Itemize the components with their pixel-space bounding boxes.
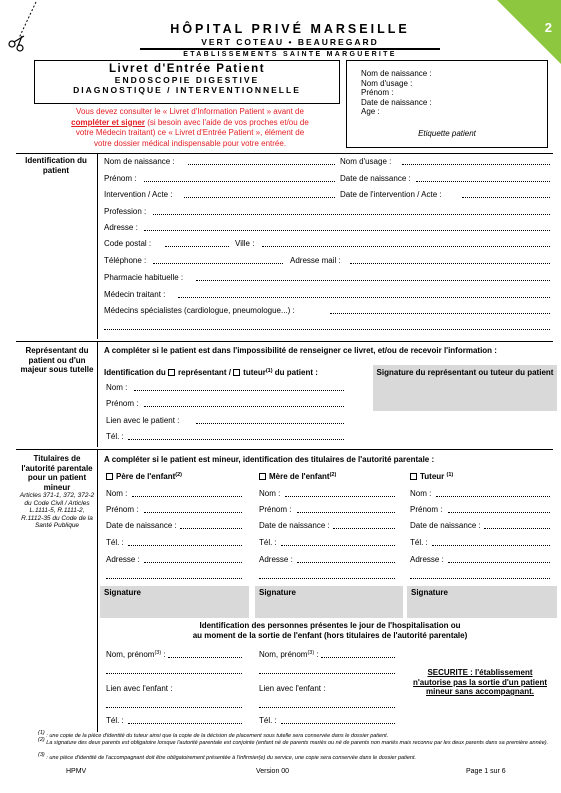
field-pharmacie[interactable]	[196, 273, 550, 281]
label-rep-nom: Nom :	[106, 383, 128, 392]
label-pp2-nom: Nom, prénom$^{(3)}$ :	[259, 650, 319, 659]
label-mere-nom: Nom :	[259, 489, 281, 498]
patbox-age: Age :	[361, 107, 380, 116]
field-pp1-nom-2[interactable]	[106, 666, 242, 674]
note-sup-3: (3)	[38, 752, 45, 758]
field-pere-prenom[interactable]	[144, 505, 242, 513]
warning-p4: votre Médecin traitant) ce « Livret d'Entrée Patient », élément de	[75, 128, 305, 137]
field-date-naissance[interactable]	[416, 174, 550, 182]
warning-p1: Vous devez consulter le « Livret d'Information Patient » avant de	[76, 107, 304, 116]
securite-notice: SECURITE : l'établissement n'autorise pas la sortie d'un patient mineur sans accompagnant.	[412, 668, 548, 696]
field-pp2-lien[interactable]	[259, 700, 395, 708]
field-rep-prenom[interactable]	[144, 399, 344, 407]
label-prenom: Prénom :	[104, 174, 137, 183]
label-tuteur-tel: Tél. :	[410, 538, 428, 547]
col-mere-header	[259, 472, 336, 481]
checkbox-mere[interactable]	[259, 473, 266, 480]
label-nom-naissance: Nom de naissance :	[104, 157, 175, 166]
section-title-representant: Représentant du patient ou d'un majeur sous tutelle	[20, 346, 94, 374]
footer-left: HPMV	[66, 768, 87, 775]
patient-label-box[interactable]	[346, 60, 548, 148]
label-tuteur-adresse: Adresse :	[410, 555, 444, 564]
section-title-titulaires	[18, 454, 96, 530]
checkbox-tuteur-parental[interactable]	[410, 473, 417, 480]
footnote-3: (3) : une pièce d'identité de l'accompagnant doit être obligatoirement présentée à l'infirmier(e) du service, une copie sera conservée dans le dossier patient.	[38, 752, 416, 761]
label-tuteur-prenom: Prénom :	[410, 505, 443, 514]
ident-rep: représentant /	[178, 368, 231, 377]
field-medecins-specialistes-2[interactable]	[104, 322, 550, 330]
footer-right: Page 1 sur 6	[466, 768, 506, 775]
sup-2b: (2)	[329, 472, 337, 478]
field-pp1-lien[interactable]	[106, 700, 242, 708]
field-tuteur-nom[interactable]	[436, 489, 550, 497]
field-prenom[interactable]	[144, 174, 335, 182]
signature-representant-box[interactable]	[373, 365, 557, 411]
label-mere-adresse: Adresse :	[259, 555, 293, 564]
label-rep-tel: Tél. :	[106, 432, 124, 441]
vdivider-representant	[97, 341, 98, 447]
label-nom-usage: Nom d'usage :	[340, 157, 392, 166]
warning-p2: compléter et signer	[71, 117, 145, 127]
label-rep-lien: Lien avec le patient :	[106, 416, 180, 425]
label-pp1-lien: Lien avec l'enfant :	[106, 684, 173, 693]
field-telephone[interactable]	[153, 256, 283, 264]
warning-text	[40, 107, 340, 149]
field-rep-tel[interactable]	[128, 432, 344, 440]
note-1-text: une copie de la pièce d'identité du tuteur ainsi que la copie de la décision de placement sous tutelle sera conservée dans le dossier patient.	[49, 733, 389, 739]
sup-3a: (3)	[154, 650, 162, 656]
personnes-presentes-title	[120, 621, 540, 640]
titulaires-title: Titulaires de l'autorité parentale pour un patient mineur	[21, 454, 93, 492]
label-date-naissance: Date de naissance :	[340, 174, 411, 183]
patbox-etiquette: Etiquette patient	[418, 129, 476, 138]
label-pere-prenom: Prénom :	[106, 505, 139, 514]
hospital-sub: VERT COTEAU • BEAUREGARD	[201, 37, 379, 47]
scissors-icon	[0, 0, 40, 60]
label-pere-tel: Tél. :	[106, 538, 124, 547]
label-adresse: Adresse :	[104, 223, 138, 232]
field-profession[interactable]	[153, 207, 550, 215]
note-sup-2: (2)	[38, 737, 45, 743]
field-rep-nom[interactable]	[134, 383, 344, 391]
hospital-name: HÔPITAL PRIVÉ MARSEILLE	[170, 22, 410, 36]
pp2-nom-text: Nom, prénom	[259, 650, 308, 659]
field-pere-adresse-2[interactable]	[106, 571, 242, 579]
hospital-etab: ETABLISSEMENTS SAINTE MARGUERITE	[140, 48, 440, 58]
pp-title1: Identification des personnes présentes le jour de l'hospitalisation ou	[199, 621, 461, 630]
ident-pre: Identification du	[104, 368, 166, 377]
mere-label: Mère de l'enfant	[269, 472, 330, 481]
footnote-1: (1) : une copie de la pièce d'identité du tuteur ainsi que la copie de la décision de placement sous tutelle sera conservée dans le dossier patient.	[38, 730, 389, 739]
checkbox-tuteur[interactable]	[233, 369, 240, 376]
label-pharmacie: Pharmacie habituelle :	[104, 273, 184, 282]
signature-tuteur-label: Signature	[411, 588, 448, 597]
label-pere-nom: Nom :	[106, 489, 128, 498]
col-pere-header	[106, 472, 182, 481]
title-line2: ENDOSCOPIE DIGESTIVE	[114, 75, 260, 85]
field-pere-adresse[interactable]	[144, 555, 242, 563]
label-tuteur-date: Date de naissance :	[410, 521, 481, 530]
sup-1b: (1)	[446, 472, 454, 478]
title-box	[34, 60, 340, 104]
field-pere-nom[interactable]	[132, 489, 242, 497]
hospital-header	[140, 22, 440, 58]
label-rep-prenom: Prénom :	[106, 399, 139, 408]
field-pp1-tel[interactable]	[128, 716, 242, 724]
label-pere-date: Date de naissance :	[106, 521, 177, 530]
field-pp2-nom[interactable]	[321, 650, 395, 658]
field-mere-date[interactable]	[333, 521, 395, 529]
label-code-postal: Code postal :	[104, 239, 152, 248]
note-3-text: une pièce d'identité de l'accompagnant doit être obligatoirement présentée à l'infirmier(e) du service, une copie sera conservée dans le dossier patient.	[49, 755, 416, 761]
vdivider-identification	[97, 153, 98, 339]
label-mere-tel: Tél. :	[259, 538, 277, 547]
label-pp2-tel: Tél. :	[259, 716, 277, 725]
field-pp1-nom[interactable]	[168, 650, 242, 658]
signature-pere-label: Signature	[104, 588, 141, 597]
field-mere-prenom[interactable]	[297, 505, 395, 513]
sup-3b: (3)	[307, 650, 315, 656]
field-adresse[interactable]	[144, 223, 550, 231]
sup-2a: (2)	[175, 472, 182, 478]
field-adresse-mail[interactable]	[350, 256, 550, 264]
field-pere-date[interactable]	[180, 521, 242, 529]
signature-representant-label: Signature du représentant ou tuteur du patient	[376, 368, 554, 377]
field-code-postal[interactable]	[165, 239, 229, 247]
patbox-nom-naissance: Nom de naissance :	[361, 69, 432, 78]
patbox-prenom: Prénom :	[361, 88, 394, 97]
label-adresse-mail: Adresse mail :	[290, 256, 341, 265]
note-sup-1: (1)	[38, 730, 45, 736]
patbox-nom-usage: Nom d'usage :	[361, 78, 413, 88]
field-ville[interactable]	[262, 239, 550, 247]
pere-label: Père de l'enfant	[116, 472, 176, 481]
ident-tut: tuteur	[243, 368, 266, 377]
field-medecins-specialistes[interactable]	[330, 306, 550, 314]
footer-center: Version 00	[256, 768, 290, 775]
pp1-nom-text: Nom, prénom	[106, 650, 155, 659]
label-pp2-lien: Lien avec l'enfant :	[259, 684, 326, 693]
representant-intro: A compléter si le patient est dans l'impossibilité de renseigner ce livret, et/ou de recevoir l'information :	[104, 346, 497, 355]
field-rep-lien[interactable]	[196, 416, 344, 424]
field-pere-tel[interactable]	[128, 538, 242, 546]
field-tuteur-tel[interactable]	[432, 538, 550, 546]
label-date-intervention: Date de l'intervention / Acte :	[340, 190, 442, 199]
tuteur-label: Tuteur	[420, 472, 445, 481]
patbox-date-naissance: Date de naissance :	[361, 97, 432, 107]
field-mere-tel[interactable]	[281, 538, 395, 546]
section-title-identification: Identification du patient	[25, 156, 87, 175]
label-tuteur-nom: Nom :	[410, 489, 432, 498]
label-intervention: Intervention / Acte :	[104, 190, 173, 199]
field-nom-naissance[interactable]	[188, 157, 335, 165]
label-pere-adresse: Adresse :	[106, 555, 140, 564]
label-medecin-traitant: Médecin traitant :	[104, 290, 166, 299]
title-line1: Livret d'Entrée Patient	[108, 63, 266, 75]
field-intervention[interactable]	[184, 190, 335, 198]
title-line3: DIAGNOSTIQUE / INTERVENTIONNELLE	[73, 85, 301, 95]
signature-pere-box[interactable]	[100, 586, 249, 618]
field-mere-nom[interactable]	[285, 489, 395, 497]
field-tuteur-prenom[interactable]	[448, 505, 550, 513]
representant-ident-line	[104, 368, 318, 377]
field-tuteur-date[interactable]	[484, 521, 550, 529]
field-medecin-traitant[interactable]	[178, 290, 550, 298]
field-mere-adresse[interactable]	[297, 555, 395, 563]
label-telephone: Téléphone :	[104, 256, 147, 265]
titulaires-refs: Articles 371-1, 372, 372-2 du Code Civil / Articles L.1111-5, R.1111-2, R.1112-35 du Code de la Santé Publique	[19, 492, 95, 529]
vdivider-titulaires	[97, 449, 98, 732]
field-nom-usage[interactable]	[402, 157, 550, 165]
label-pp1-nom: Nom, prénom$^{(3)}$ :	[106, 650, 166, 659]
signature-mere-label: Signature	[259, 588, 296, 597]
pp-title2: au moment de la sortie de l'enfant (hors titulaires de l'autorité parentale)	[192, 630, 468, 640]
field-pp2-tel[interactable]	[281, 716, 395, 724]
footnote-2	[38, 737, 550, 747]
checkbox-representant[interactable]	[168, 369, 175, 376]
field-date-intervention[interactable]	[462, 190, 550, 198]
field-tuteur-adresse-2[interactable]	[410, 571, 550, 579]
ident-post: du patient :	[274, 368, 318, 377]
col-tuteur-header	[410, 472, 453, 481]
titulaires-intro: A compléter si le patient est mineur, identification des titulaires de l'autorité parentale :	[104, 455, 435, 464]
label-ville: Ville :	[235, 239, 255, 248]
warning-p5: votre dossier médical indispensable pour votre entrée.	[93, 138, 287, 148]
field-tuteur-adresse[interactable]	[448, 555, 550, 563]
label-medecins-specialistes: Médecins spécialistes (cardiologue, pneumologue...) :	[104, 306, 295, 315]
label-profession: Profession :	[104, 207, 147, 216]
label-mere-date: Date de naissance :	[259, 521, 330, 530]
label-pp1-tel: Tél. :	[106, 716, 124, 725]
note-2-text: La signature des deux parents est obligatoire lorsque l'autorité parentale est conjointe (enfant né de parents mariés ou né de parents non mariés mais reconnu par les deux parents dans sa première année).	[46, 740, 549, 746]
signature-mere-box[interactable]	[255, 586, 403, 618]
field-pp2-nom-2[interactable]	[259, 666, 395, 674]
page-tab-number: 2	[544, 20, 552, 35]
signature-tuteur-box[interactable]	[407, 586, 557, 618]
warning-p3: (si besoin avec l'aide de vos proches et/ou de	[144, 117, 309, 127]
field-mere-adresse-2[interactable]	[259, 571, 395, 579]
sup-1: (1)	[265, 368, 273, 374]
checkbox-pere[interactable]	[106, 473, 113, 480]
label-mere-prenom: Prénom :	[259, 505, 292, 514]
